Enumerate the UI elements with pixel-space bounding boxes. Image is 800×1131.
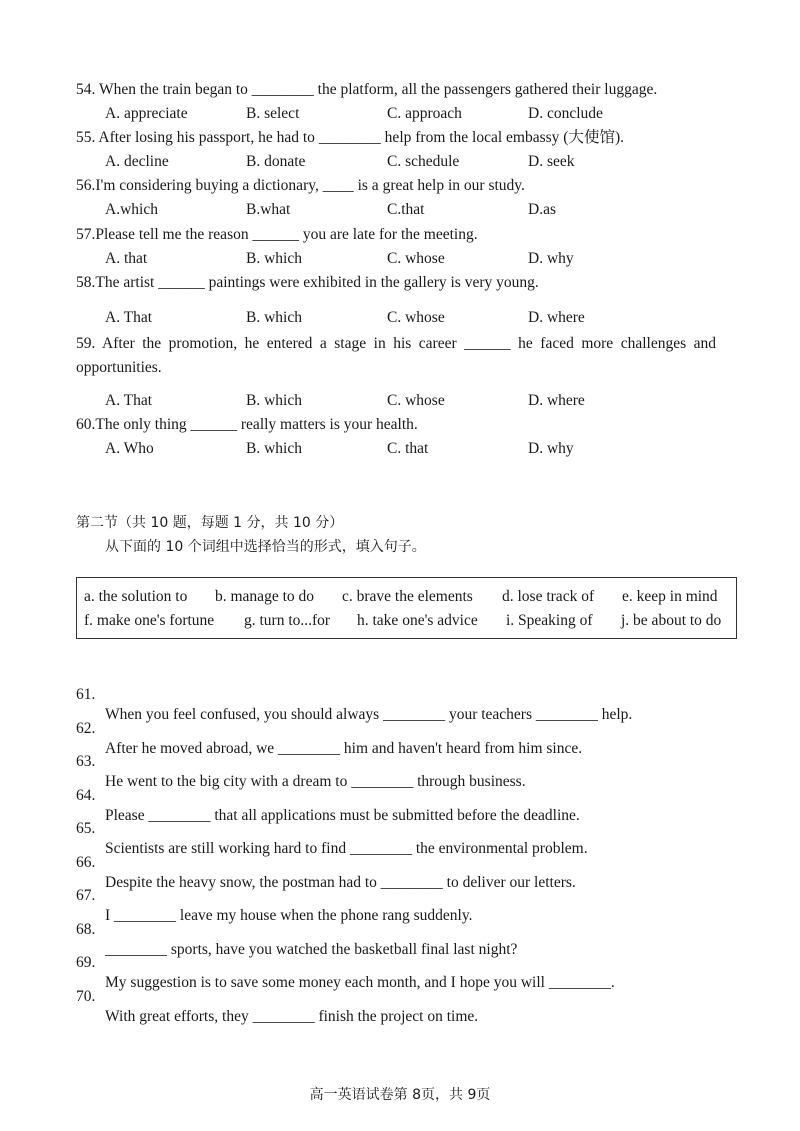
word-bank-item: a. the solution to	[84, 588, 188, 605]
question-number: 65.	[76, 820, 96, 837]
option-c: C. whose	[387, 309, 445, 326]
option-b: B. which	[246, 440, 302, 457]
question-text: My suggestion is to save some money each month, and I hope you will ________.	[105, 974, 615, 991]
word-bank-item: h. take one's advice	[357, 612, 478, 629]
question-text: When you feel confused, you should always ________ your teachers ________ help.	[105, 706, 633, 723]
option-d: D.as	[528, 201, 556, 218]
word-bank-item: j. be about to do	[621, 612, 722, 629]
question-stem: 55. After losing his passport, he had to ________ help from the local embassy (大使馆).	[76, 129, 625, 146]
option-b: B. donate	[246, 153, 306, 170]
word-bank-item: f. make one's fortune	[84, 612, 215, 629]
option-a: A. appreciate	[105, 105, 188, 122]
option-a: A. That	[105, 392, 153, 409]
word-bank-item: d. lose track of	[502, 588, 595, 605]
question-text: ________ sports, have you watched the basketball final last night?	[105, 941, 518, 958]
option-b: B. which	[246, 309, 302, 326]
option-d: D. where	[528, 309, 585, 326]
question-number: 70.	[76, 988, 96, 1005]
section-instruction: 从下面的 10 个词组中选择恰当的形式，填入句子。	[105, 539, 426, 555]
question-stem: 60.The only thing ______ really matters is your health.	[76, 416, 418, 433]
question-text: After he moved abroad, we ________ him and haven't heard from him since.	[105, 740, 583, 757]
question-number: 64.	[76, 787, 96, 804]
word-bank-item: g. turn to...for	[244, 612, 331, 629]
question-stem: 56.I'm considering buying a dictionary, ____ is a great help in our study.	[76, 177, 525, 194]
option-d: D. where	[528, 392, 585, 409]
word-bank-item: b. manage to do	[215, 588, 315, 605]
word-bank-item: i. Speaking of	[506, 612, 593, 629]
option-d: D. seek	[528, 153, 575, 170]
option-b: B. which	[246, 392, 302, 409]
question-stem: 59. After the promotion, he entered a stage in his career ______ he faced more challenges and opportunities.	[76, 335, 716, 376]
option-a: A.which	[105, 201, 158, 218]
option-c: C. that	[387, 440, 429, 457]
question-stem: 57.Please tell me the reason ______ you are late for the meeting.	[76, 226, 478, 243]
question-text: Scientists are still working hard to find ________ the environmental problem.	[105, 840, 588, 857]
question-text: I ________ leave my house when the phone rang suddenly.	[105, 907, 473, 924]
question-text: With great efforts, they ________ finish the project on time.	[105, 1008, 479, 1025]
option-d: D. why	[528, 440, 574, 457]
section-heading: 第二节（共 10 题，每题 1 分，共 10 分）	[76, 515, 344, 531]
word-bank	[76, 577, 737, 639]
option-b: B. select	[246, 105, 300, 122]
option-a: A. that	[105, 250, 148, 267]
question-number: 63.	[76, 753, 96, 770]
option-a: A. decline	[105, 153, 169, 170]
question-text: He went to the big city with a dream to ________ through business.	[105, 773, 526, 790]
question-text: Please ________ that all applications must be submitted before the deadline.	[105, 807, 580, 824]
option-c: C. whose	[387, 250, 445, 267]
option-c: C. whose	[387, 392, 445, 409]
question-number: 67.	[76, 887, 96, 904]
option-d: D. why	[528, 250, 574, 267]
question-stem: 54. When the train began to ________ the platform, all the passengers gathered their luggage.	[76, 81, 658, 98]
option-c: C. approach	[387, 105, 462, 122]
page-footer: 高一英语试卷第 8页，共 9页	[309, 1087, 491, 1103]
question-number: 62.	[76, 720, 96, 737]
option-d: D. conclude	[528, 105, 603, 122]
option-a: A. That	[105, 309, 153, 326]
option-c: C. schedule	[387, 153, 460, 170]
question-number: 69.	[76, 954, 96, 971]
option-c: C.that	[387, 201, 425, 218]
question-number: 61.	[76, 686, 96, 703]
question-number: 68.	[76, 921, 96, 938]
word-bank-item: c. brave the elements	[342, 588, 473, 605]
question-number: 66.	[76, 854, 96, 871]
question-text: Despite the heavy snow, the postman had to ________ to deliver our letters.	[105, 874, 576, 891]
word-bank-item: e. keep in mind	[622, 588, 718, 605]
option-b: B.what	[246, 201, 291, 218]
option-a: A. Who	[105, 440, 154, 457]
fill-question-70	[0, 967, 800, 1047]
question-stem: 58.The artist ______ paintings were exhibited in the gallery is very young.	[76, 274, 539, 291]
option-b: B. which	[246, 250, 302, 267]
